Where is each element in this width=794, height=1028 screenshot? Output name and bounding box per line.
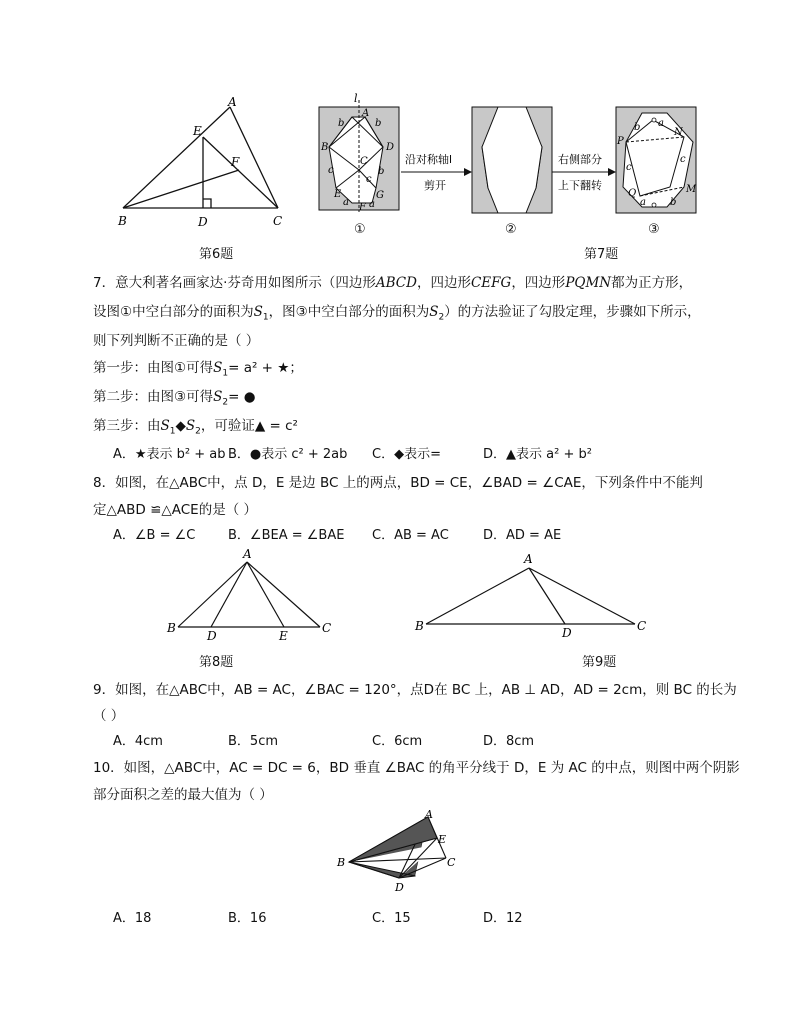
fig10-label-b: B [337, 856, 346, 869]
q10-line2: 部分面积之差的最大值为（ ） [93, 787, 273, 803]
figure-7 [312, 92, 712, 242]
q10-option-d[interactable]: D．12 [483, 911, 523, 926]
fig7-p1-side-b3: b [378, 166, 385, 177]
fig7-p1-label-e: E [334, 189, 342, 200]
q7-option-a[interactable]: A．★表示 b² + ab [113, 447, 226, 462]
fig7-arrow2-text2: 上下翻转 [558, 179, 602, 192]
fig7-p1-label-f: F [359, 202, 366, 213]
fig6-label-e: E [193, 124, 202, 138]
fig9-label-c: C [637, 619, 647, 633]
figure-6 [110, 95, 300, 235]
fig10-label-a: A [425, 808, 433, 821]
q7-line1: 7．意大利著名画家达·芬奇用如图所示（四边形ABCD，四边形CEFG，四边形PQMN都为正方形， [93, 275, 693, 291]
fig7-axis-label: l [354, 92, 358, 105]
fig6-label-b: B [118, 214, 127, 228]
fig7-p1-label-c: C [360, 156, 368, 167]
fig10-label-e: E [438, 833, 447, 846]
fig6-label-c: C [273, 214, 283, 228]
q9-line2: （ ） [93, 708, 125, 724]
fig7-p3-label-p: P [617, 136, 624, 147]
fig7-arrow1-text2: 剪开 [424, 179, 446, 192]
q7-option-c[interactable]: C．◆表示= [372, 447, 441, 462]
fig6-label-f: F [231, 155, 240, 169]
fig7-p3-side-a2: a [640, 197, 646, 208]
fig6-label-a: A [228, 95, 237, 109]
q7-line2: 设图①中空白部分的面积为$S_1$，图③中空白部分的面积为$S_2$）的方法验证了勾股定理，步骤如下所示， [93, 304, 701, 323]
q8-line2: 定△ABD ≌△ACE的是（ ） [93, 502, 258, 518]
fig7-p3-side-b1: b [634, 122, 641, 133]
fig7-p1-label-g: G [376, 190, 384, 201]
fig7-p1-side-a1: a [343, 197, 349, 208]
fig7-p1-side-c2: c [366, 174, 372, 185]
q7-step1: 第一步：由图①可得$S_1= a^2$ + ★； [93, 360, 303, 379]
fig10-label-d: D [395, 881, 404, 894]
fig6-caption: 第6题 [199, 247, 234, 262]
figure-9 [412, 545, 657, 645]
fig7-arrow1-text1: 沿对称轴l [405, 153, 453, 166]
fig7-p3-label-q: Q [628, 188, 637, 199]
q9-option-b[interactable]: B．5cm [228, 734, 279, 749]
q9-option-c[interactable]: C．6cm [372, 734, 423, 749]
fig7-p1-side-c1: c [328, 165, 334, 176]
q9-line1: 9．如图，在△ABC中，AB = AC，∠BAC = 120°，点D在 BC 上，AB ⊥ AD，AD = 2cm，则 BC 的长为 [93, 682, 737, 698]
fig7-panel2-label: ② [505, 222, 517, 237]
q7-option-d[interactable]: D．▲表示 a² + b² [483, 447, 592, 462]
q7-step3: 第三步：由$S_1◆S_2$，可验证▲ = c² [93, 418, 298, 437]
fig7-p1-label-b: B [321, 142, 329, 153]
q7-line3: 则下列判断不正确的是（ ） [93, 333, 260, 349]
fig8-caption: 第8题 [199, 655, 234, 670]
q8-option-d[interactable]: D．AD = AE [483, 528, 562, 543]
q8-line1: 8．如图，在△ABC中，点 D，E 是边 BC 上的两点，BD = CE，∠BAD = ∠CAE，下列条件中不能判 [93, 475, 703, 491]
fig7-p1-label-d: D [386, 142, 395, 153]
q9-option-d[interactable]: D．8cm [483, 734, 535, 749]
fig7-p3-side-c2: c [680, 154, 686, 165]
q9-option-a[interactable]: A．4cm [113, 734, 163, 749]
fig7-p1-label-a: A [362, 108, 370, 119]
fig8-label-d: D [207, 629, 217, 643]
fig7-panel1-label: ① [354, 222, 366, 237]
q10-option-b[interactable]: B．16 [228, 911, 267, 926]
q10-option-c[interactable]: C．15 [372, 911, 411, 926]
fig7-p1-side-b2: b [375, 118, 382, 129]
fig7-caption: 第7题 [584, 247, 619, 262]
fig10-label-c: C [447, 856, 456, 869]
fig9-label-a: A [524, 552, 533, 566]
fig9-label-b: B [415, 619, 424, 633]
q7-step2: 第二步：由图③可得$S_2=$ ● [93, 389, 256, 408]
fig7-p3-label-m: M [686, 184, 697, 195]
fig7-panel3-label: ③ [648, 222, 660, 237]
fig9-label-d: D [562, 626, 572, 640]
fig8-label-e: E [279, 629, 288, 643]
fig8-label-b: B [167, 621, 176, 635]
figure-8 [163, 545, 343, 645]
fig7-p3-side-a1: a [658, 118, 664, 129]
fig7-arrow2-text1: 右侧部分 [558, 153, 602, 166]
figure-10 [335, 808, 465, 900]
q10-option-a[interactable]: A．18 [113, 911, 152, 926]
q8-option-c[interactable]: C．AB = AC [372, 528, 449, 543]
fig7-p3-side-b2: b [670, 197, 677, 208]
fig7-p1-side-b1: b [338, 118, 345, 129]
fig8-label-c: C [322, 621, 332, 635]
fig9-caption: 第9题 [582, 655, 617, 670]
fig7-p3-side-c1: c [626, 162, 632, 173]
fig7-p3-label-n: N [674, 127, 683, 138]
fig7-p1-side-a2: a [369, 199, 375, 210]
q7-option-b[interactable]: B．●表示 c² + 2ab [228, 447, 348, 462]
fig6-label-d: D [198, 215, 208, 229]
fig8-label-a: A [243, 547, 252, 561]
q10-line1: 10．如图，△ABC中，AC = DC = 6，BD 垂直 ∠BAC 的角平分线于 D，E 为 AC 的中点，则图中两个阴影 [93, 760, 740, 776]
q8-option-a[interactable]: A．∠B = ∠C [113, 528, 196, 543]
q8-option-b[interactable]: B．∠BEA = ∠BAE [228, 528, 345, 543]
